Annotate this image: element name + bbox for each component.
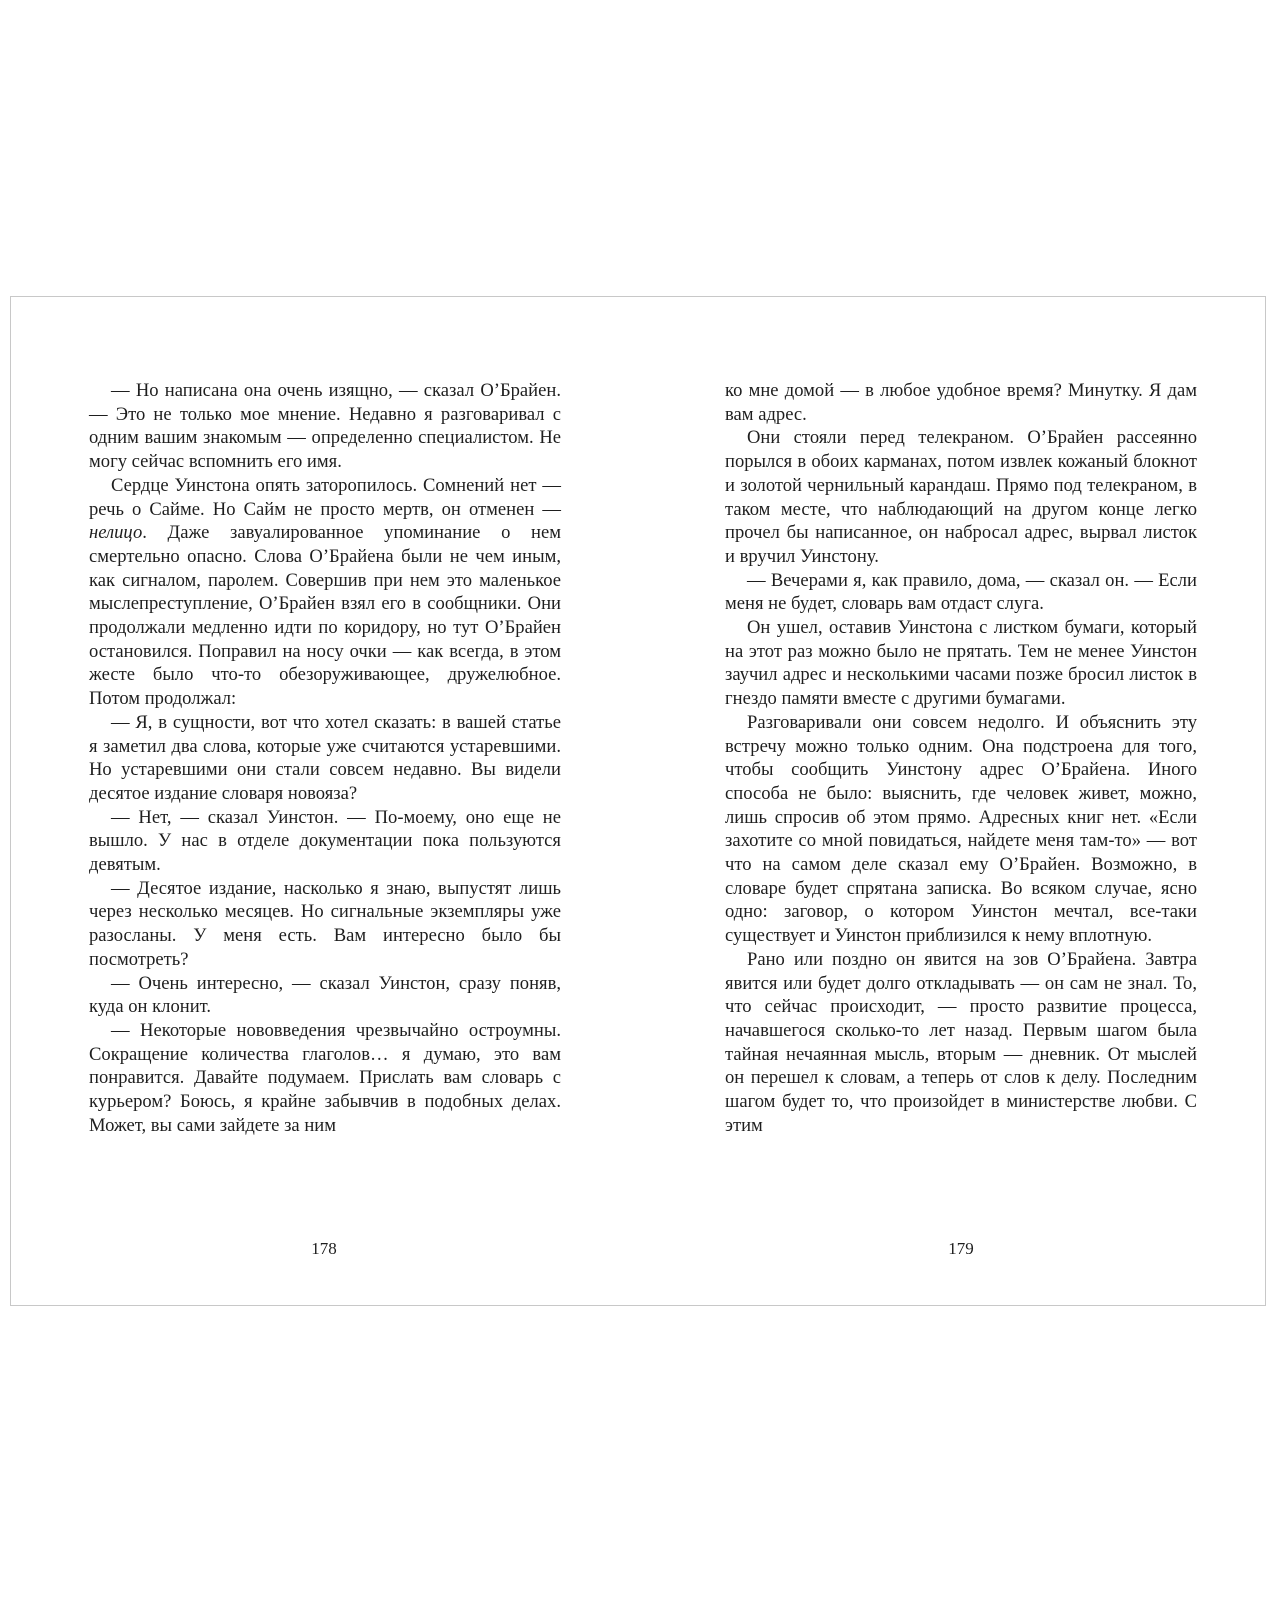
book-spread — [10, 296, 1266, 1306]
paragraph: — Я, в сущности, вот что хотел сказать: в вашей статье я заметил два слова, которые уже считаются устаревшими. Но устаревшими они стали совсем недавно. Вы видели десятое издание словаря новояза? — [89, 711, 561, 804]
italic-term: нелицо — [89, 522, 143, 544]
paragraph: — Очень интересно, — сказал Уинстон, сразу поняв, куда он клонит. — [89, 972, 561, 1018]
paragraph: — Десятое издание, насколько я знаю, выпустят лишь через несколько месяцев. Но сигнальные экземпляры уже разосланы. У меня есть. Вам интересно было бы посмотреть? — [89, 877, 561, 970]
paragraph: Разговаривали они совсем недолго. И объяснить эту встречу можно только одним. Она подстроена для того, чтобы сообщить Уинстону адрес О’Брайена. Иного способа не было: выяснить, где человек живет, можно, лишь спросив об этом прямо. Адресных книг нет. «Если захотите со мной повидаться, найдете меня там-то» — вот что на самом деле сказал ему О’Брайен. Возможно, в словаре будет спрятана записка. Во всяком случае, ясно одно: заговор, о котором Уинстон мечтал, все-таки существует и Уинстон приблизился к нему вплотную. — [725, 711, 1197, 947]
paragraph-text: . Даже завуалированное упоминание о нем смертельно опасно. Слова О’Брайена были не чем иным, как сигналом, паролем. Совершив при нем это маленькое мыслепреступление, О’Брайен взял его в сообщники. Они продолжали медленно идти по коридору, но тут О’Брайен остановился. Поправил на носу очки — как всегда, в этом жесте было что-то обезоруживающее, дружелюбное. Потом продолжал: — [89, 522, 561, 710]
paragraph: Они стояли перед телекраном. О’Брайен рассеянно порылся в обоих карманах, потом извлек кожаный блокнот и золотой чернильный карандаш. Прямо под телекраном, в таком месте, что наблюдающий на другом конце легко прочел бы написанное, он набросал адрес, вырвал листок и вручил Уинстону. — [725, 427, 1197, 567]
left-page — [89, 379, 561, 1138]
page-number-left: 178 — [311, 1239, 337, 1258]
paragraph: Он ушел, оставив Уинстона с листком бумаги, который на этот раз можно было не прятать. Тем не менее Уинстон заучил адрес и несколькими часами позже бросил листок в гнездо памяти вместе с другими бумагами. — [725, 617, 1197, 710]
continuation-paragraph: ко мне домой — в любое удобное время? Минутку. Я дам вам адрес. — [725, 380, 1197, 425]
paragraph — [89, 474, 561, 711]
paragraph: — Вечерами я, как правило, дома, — сказал он. — Если меня не будет, словарь вам отдаст слуга. — [725, 569, 1197, 615]
paragraph: — Некоторые нововведения чрезвычайно остроумны. Сокращение количества глаголов… я думаю, это вам понравится. Давайте подумаем. Прислать вам словарь с курьером? Боюсь, я крайне забывчив в подобных делах. Может, вы сами зайдете за ним — [89, 1019, 561, 1136]
paragraph: — Но написана она очень изящно, — сказал О’Брайен. — Это не только мое мнение. Недавно я разговаривал с одним вашим знакомым — определенно специалистом. Не могу сейчас вспомнить его имя. — [89, 380, 561, 473]
right-page — [725, 379, 1197, 1138]
page-number-right: 179 — [948, 1239, 974, 1258]
paragraph: — Нет, — сказал Уинстон. — По-моему, оно еще не вышло. У нас в отделе документации пока пользуются девятым. — [89, 806, 561, 876]
paragraph: Рано или поздно он явится на зов О’Брайена. Завтра явится или будет долго откладывать — он сам не знал. То, что сейчас происходит, — просто развитие процесса, начавшегося сколько-то лет назад. Первым шагом была тайная нечаянная мысль, вторым — дневник. От мыслей он перешел к словам, а теперь от слов к делу. Последним шагом будет то, что произойдет в министерстве любви. С этим — [725, 948, 1197, 1136]
paragraph-text: Сердце Уинстона опять заторопилось. Сомнений нет — речь о Сайме. Но Сайм не просто мертв, он отменен — — [89, 474, 561, 520]
